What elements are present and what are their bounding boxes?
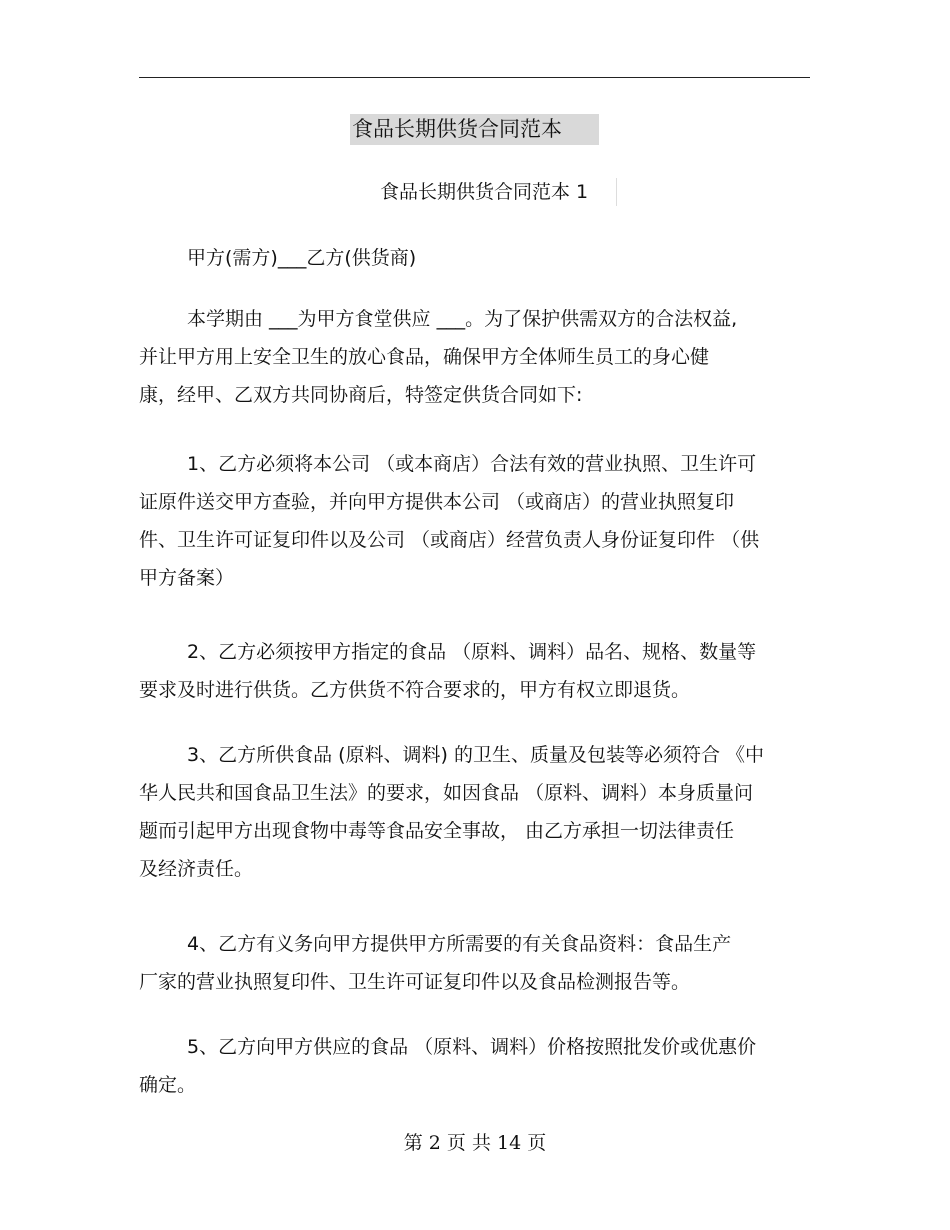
clause-1 [139,445,814,597]
text-line: 康，经甲、乙双方共同协商后，特签定供货合同如下: [139,384,583,406]
text-line: 4、乙方有义务向甲方提供甲方所需要的有关食品资料：食品生产 [187,933,732,955]
text-line: 并让甲方用上安全卫生的放心食品，确保甲方全体师生员工的身心健 [139,346,710,368]
text-line: 2、乙方必须按甲方指定的食品 （原料、调料）品名、规格、数量等 [187,641,757,663]
text-line: 厂家的营业执照复印件、卫生许可证复印件以及食品检测报告等。 [139,971,691,993]
clause-3 [139,736,814,888]
text-line: 证原件送交甲方查验，并向甲方提供本公司 （或商店）的营业执照复印 [139,491,735,513]
header-rule [139,77,810,78]
text-line: 要求及时进行供货。乙方供货不符合要求的，甲方有权立即退货。 [139,679,691,701]
document-title: 食品长期供货合同范本 [350,114,599,145]
text-line: 1、乙方必须将本公司 （或本商店）合法有效的营业执照、卫生许可 [187,453,757,475]
text-line: 确定。 [139,1074,197,1096]
intro-paragraph [139,300,814,414]
text-line: 华人民共和国食品卫生法》的要求，如因食品 （原料、调料）本身质量问 [139,782,754,804]
text-line: 5、乙方向甲方供应的食品 （原料、调料）价格按照批发价或优惠价 [187,1036,757,1058]
page-number: 第 2 页 共 14 页 [403,1132,547,1154]
text-line: 题而引起甲方出现食物中毒等食品安全事故， 由乙方承担一切法律责任 [139,820,735,842]
parties-line [139,239,814,277]
clause-2 [139,633,814,709]
text-line: 3、乙方所供食品 (原料、调料) 的卫生、质量及包装等必须符合 《中 [187,744,765,766]
text-line: 及经济责任。 [139,858,254,880]
text-line: 本学期由 ___为甲方食堂供应 ___。为了保护供需双方的合法权益, [187,308,738,330]
clause-4 [139,925,814,1001]
clause-5 [139,1028,814,1104]
text-line: 件、卫生许可证复印件以及公司 （或商店）经营负责人身份证复印件 （供 [139,529,760,551]
document-subtitle: 食品长期供货合同范本 1 [380,178,617,206]
text-line: 甲方备案） [139,567,235,589]
parties-text: 甲方(需方)___乙方(供货商) [187,247,417,269]
